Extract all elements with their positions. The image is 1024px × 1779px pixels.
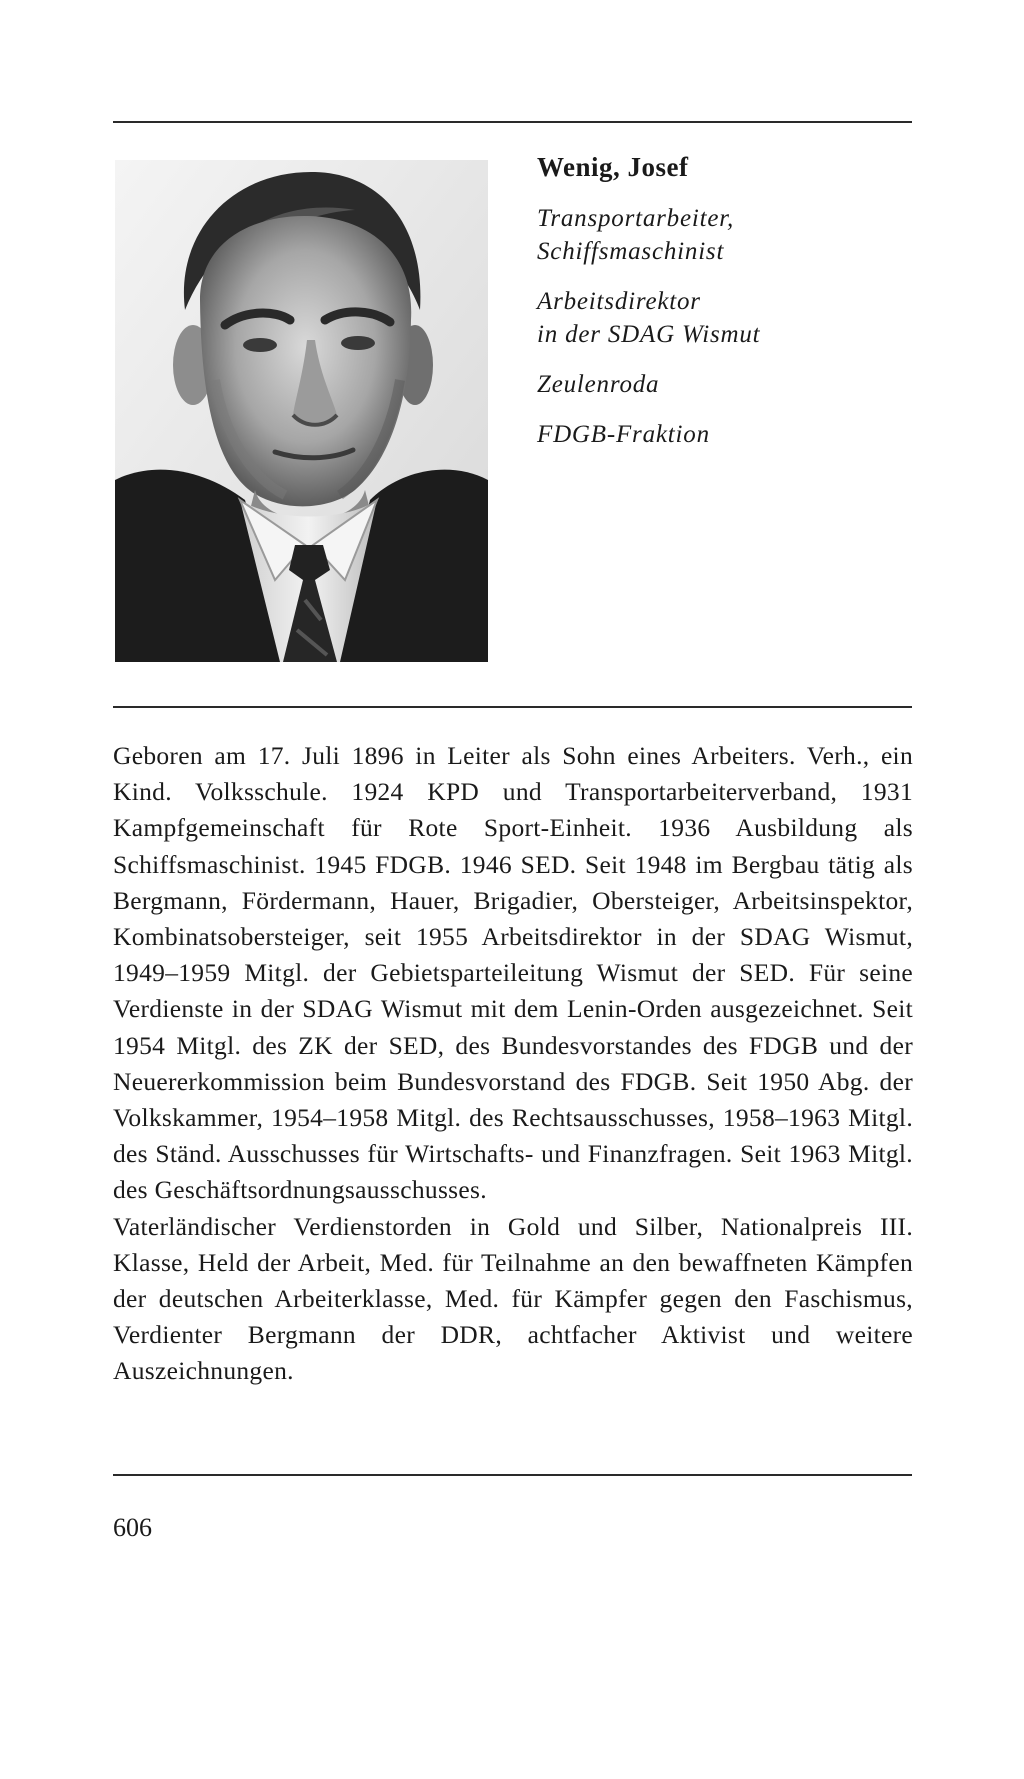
professions-group: [537, 202, 917, 268]
place-line: Zeulenroda: [537, 371, 660, 398]
position-line: Arbeitsdirektor: [537, 288, 701, 315]
entry-name: Wenig, Josef: [537, 152, 689, 182]
position-group: [537, 285, 917, 351]
faction-group: [537, 418, 917, 451]
middle-rule: [113, 706, 912, 708]
bottom-rule: [113, 1474, 912, 1476]
place-group: [537, 368, 917, 401]
portrait-illustration: [115, 160, 488, 662]
biography-paragraph: Geboren am 17. Juli 1896 in Leiter als Sohn eines Arbeiters. Verh., ein Kind. Volksschule. 1924 KPD und Transportarbeiterverband, 1931 Kampfgemeinschaft für Rote Sport-Einheit. 1936 Ausbildung als Schiffsmaschinist. 1945 FDGB. 1946 SED. Seit 1948 im Bergbau tätig als Bergmann, Fördermann, Hauer, Brigadier, Obersteiger, Arbeitsinspektor, Kombinatsobersteiger, seit 1955 Arbeitsdirektor in der SDAG Wismut, 1949–1959 Mitgl. der Gebietsparteileitung Wismut der SED. Für seine Verdienste in der SDAG Wismut mit dem Lenin-Orden ausgezeichnet. Seit 1954 Mitgl. des ZK der SED, des Bundesvorstandes des FDGB und der Neuererkommission beim Bundesvorstand des FDGB. Seit 1950 Abg. der Volkskammer, 1954–1958 Mitgl. des Rechtsausschusses, 1958–1963 Mitgl. des Ständ. Ausschusses für Wirtschafts- und Finanzfragen. Seit 1963 Mitgl. des Geschäftsordnungsausschusses.: [113, 741, 913, 1205]
top-rule: [113, 121, 912, 123]
faction-line: FDGB-Fraktion: [537, 421, 710, 448]
awards-paragraph: Vaterländischer Verdienstorden in Gold und Silber, Nationalpreis III. Klasse, Held der Arbeit, Med. für Teilnahme an den bewaffneten Kämpfen der deutschen Arbeiterklasse, Med. für Kämpfer gegen den Faschismus, Verdienter Bergmann der DDR, achtfacher Aktivist und weitere Auszeichnungen.: [113, 1211, 913, 1386]
portrait-photo: [115, 160, 488, 662]
biography: [113, 738, 913, 1390]
page-number: 606: [113, 1513, 152, 1542]
profession-line: Schiffsmaschinist: [537, 238, 725, 265]
profession-line: Transportarbeiter,: [537, 205, 735, 232]
position-line: in der SDAG Wismut: [537, 321, 761, 348]
entry-header: [537, 150, 917, 468]
